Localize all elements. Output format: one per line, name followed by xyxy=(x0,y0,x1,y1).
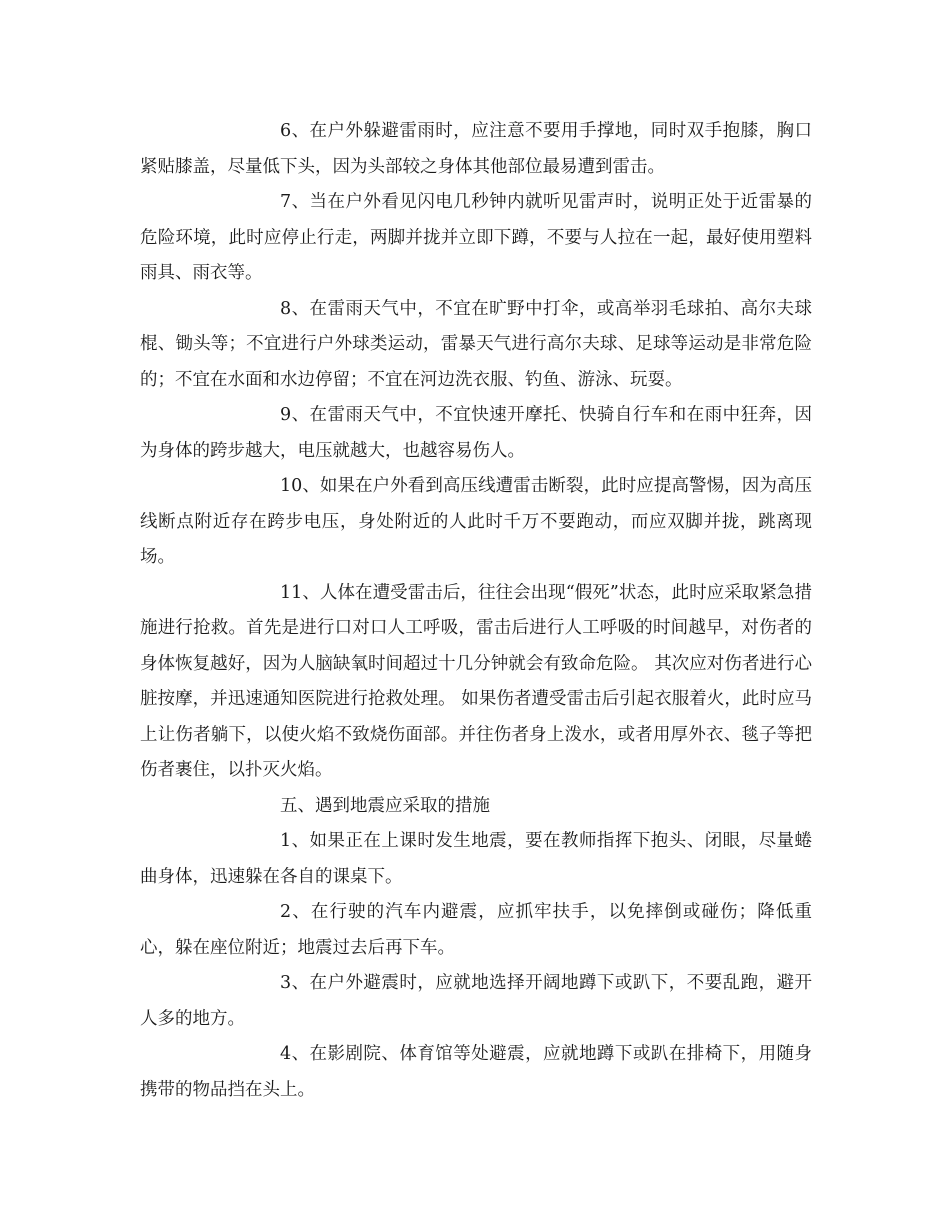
paragraph-lightning-6: 6、在户外躲避雷雨时，应注意不要用手撑地，同时双手抱膝，胸口紧贴膝盖，尽量低下头，因为头部较之身体其他部位最易遭到雷击。 xyxy=(140,121,812,177)
paragraph-lightning-10: 10、如果在户外看到高压线遭雷击断裂，此时应提高警惕，因为高压线断点附近存在跨步电压，身处附近的人此时千万不要跑动，而应双脚并拢，跳离现场。 xyxy=(140,476,812,567)
paragraph-lightning-7: 7、当在户外看见闪电几秒钟内就听见雷声时，说明正处于近雷暴的危险环境，此时应停止行走，两脚并拢并立即下蹲，不要与人拉在一起，最好使用塑料雨具、雨衣等。 xyxy=(140,192,812,283)
document-body xyxy=(140,114,812,1108)
paragraph-earthquake-1: 1、如果正在上课时发生地震，要在教师指挥下抱头、闭眼，尽量蜷曲身体，迅速躲在各自的课桌下。 xyxy=(140,831,812,887)
paragraph-lightning-9: 9、在雷雨天气中，不宜快速开摩托、快骑自行车和在雨中狂奔，因为身体的跨步越大，电压就越大，也越容易伤人。 xyxy=(140,405,812,461)
paragraph-earthquake-2: 2、在行驶的汽车内避震，应抓牢扶手，以免摔倒或碰伤；降低重心，躲在座位附近；地震过去后再下车。 xyxy=(140,902,812,958)
paragraph-lightning-8: 8、在雷雨天气中，不宜在旷野中打伞，或高举羽毛球拍、高尔夫球棍、锄头等；不宜进行户外球类运动，雷暴天气进行高尔夫球、足球等运动是非常危险的；不宜在水面和水边停留；不宜在河边洗衣服、钓鱼、游泳、玩耍。 xyxy=(140,298,812,390)
paragraph-lightning-11: 11、人体在遭受雷击后，往往会出现“假死”状态，此时应采取紧急措施进行抢救。首先是进行口对口人工呼吸，雷击后进行人工呼吸的时间越早，对伤者的身体恢复越好，因为人脑缺氧时间超过十几分钟就会有致命危险。 其次应对伤者进行心脏按摩，并迅速通知医院进行抢救处理。 如果伤者遭受雷击后引起衣服着火，此时应马上让伤者躺下，以使火焰不致烧伤面部。并往伤者身上泼水，或者用厚外衣、毯子等把伤者裹住，以扑灭火焰。 xyxy=(140,582,812,780)
section-heading-earthquake: 五、遇到地震应采取的措施 xyxy=(280,795,490,816)
paragraph-earthquake-3: 3、在户外避震时，应就地选择开阔地蹲下或趴下，不要乱跑，避开人多的地方。 xyxy=(140,973,812,1029)
paragraph-earthquake-4: 4、在影剧院、体育馆等处避震，应就地蹲下或趴在排椅下，用随身携带的物品挡在头上。 xyxy=(140,1044,812,1100)
